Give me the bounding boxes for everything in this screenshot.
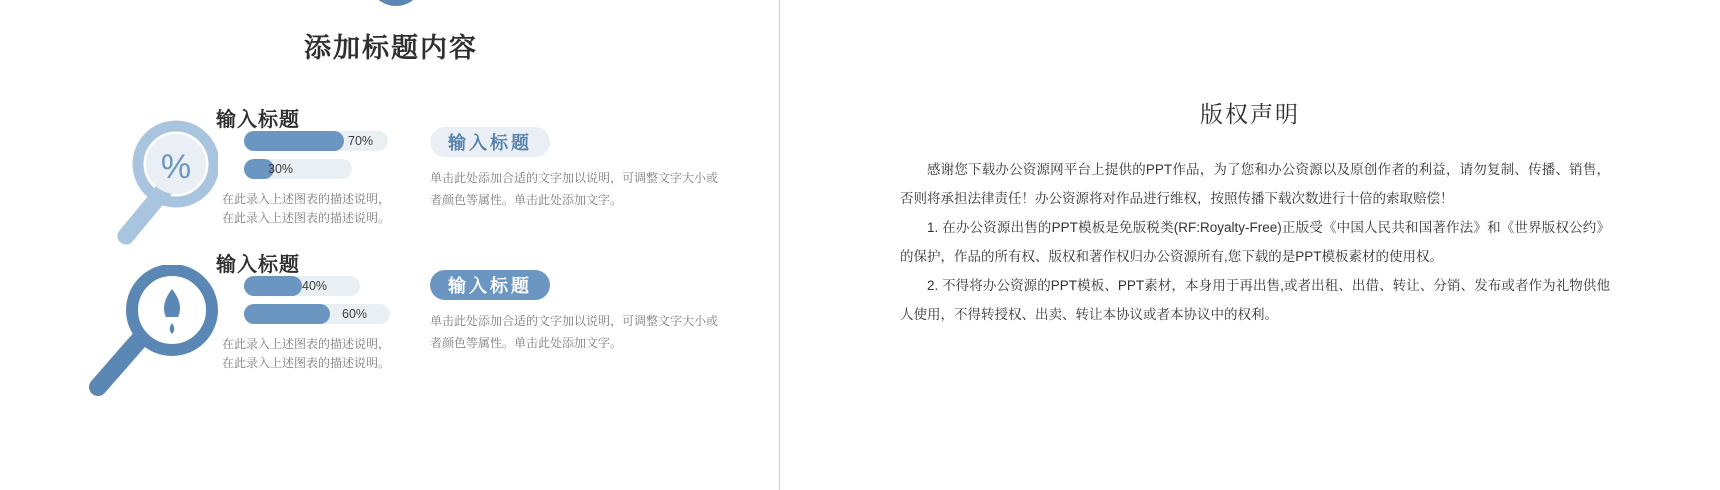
percent-magnifier-icon: [88, 118, 218, 253]
block-2-heading: 输入标题: [216, 254, 300, 276]
block-1-heading: 输入标题: [216, 109, 300, 131]
copyright-paragraph-1: 感谢您下载办公资源网平台上提供的PPT作品，为了您和办公资源以及原创作者的利益，请勿复制、传播、销售，否则将承担法律责任！办公资源将对作品进行维权，按照传播下载次数进行十倍的索取赔偿！: [900, 162, 1610, 206]
block-2-description-line1: 在此录入上述图表的描述说明，: [222, 337, 391, 351]
block-1-pill-label[interactable]: 输入标题: [430, 127, 550, 157]
block-1-bar-2-track: [244, 159, 352, 179]
copyright-paragraph-2: 1. 在办公资源出售的PPT模板是免版税类(RF:Royalty-Free)正版受《中国人民共和国著作法》和《世界版权公约》的保护，作品的所有权、版权和著作权归办公资源所有,您下载的是PPT模板素材的使用权。: [900, 220, 1610, 264]
block-2-bar-2-label: 60%: [342, 307, 368, 321]
block-2-bar-2-track: [244, 304, 390, 324]
left-content-panel: [0, 0, 779, 490]
block-2-pill-label[interactable]: 输入标题: [430, 270, 550, 300]
block-1-bar-2-label: 30%: [268, 162, 294, 176]
block-2-bar-2-fill: [244, 304, 330, 324]
svg-text:%: %: [160, 148, 192, 186]
block-2-pill-description: 单击此处添加合适的文字加以说明，可调整文字大小或者颜色等属性。单击此处添加文字。: [430, 314, 719, 350]
block-2-bar-1-label: 40%: [302, 279, 328, 293]
right-content-panel: [780, 0, 1720, 490]
block-1-bar-1-label: 70%: [348, 134, 374, 148]
rocket-magnifier-icon: [82, 265, 222, 405]
block-1-description-line2: 在此录入上述图表的描述说明。: [222, 211, 391, 225]
block-2-bar-1-fill: [244, 276, 302, 296]
copyright-title: 版权声明: [1200, 101, 1300, 127]
page-title: 添加标题内容: [304, 33, 478, 63]
block-1-pill-description: 单击此处添加合适的文字加以说明，可调整文字大小或者颜色等属性。单击此处添加文字。: [430, 171, 719, 207]
block-2-description-line2: 在此录入上述图表的描述说明。: [222, 356, 391, 370]
copyright-body: [900, 155, 1610, 329]
block-1-description-line1: 在此录入上述图表的描述说明，: [222, 192, 391, 206]
block-1-bar-1-fill: [244, 131, 344, 151]
copyright-paragraph-3: 2. 不得将办公资源的PPT模板、PPT素材，本身用于再出售,或者出租、出借、转让、分销、发布或者作为礼物供他人使用，不得转授权、出卖、转让本协议或者本协议中的权利。: [900, 278, 1610, 322]
